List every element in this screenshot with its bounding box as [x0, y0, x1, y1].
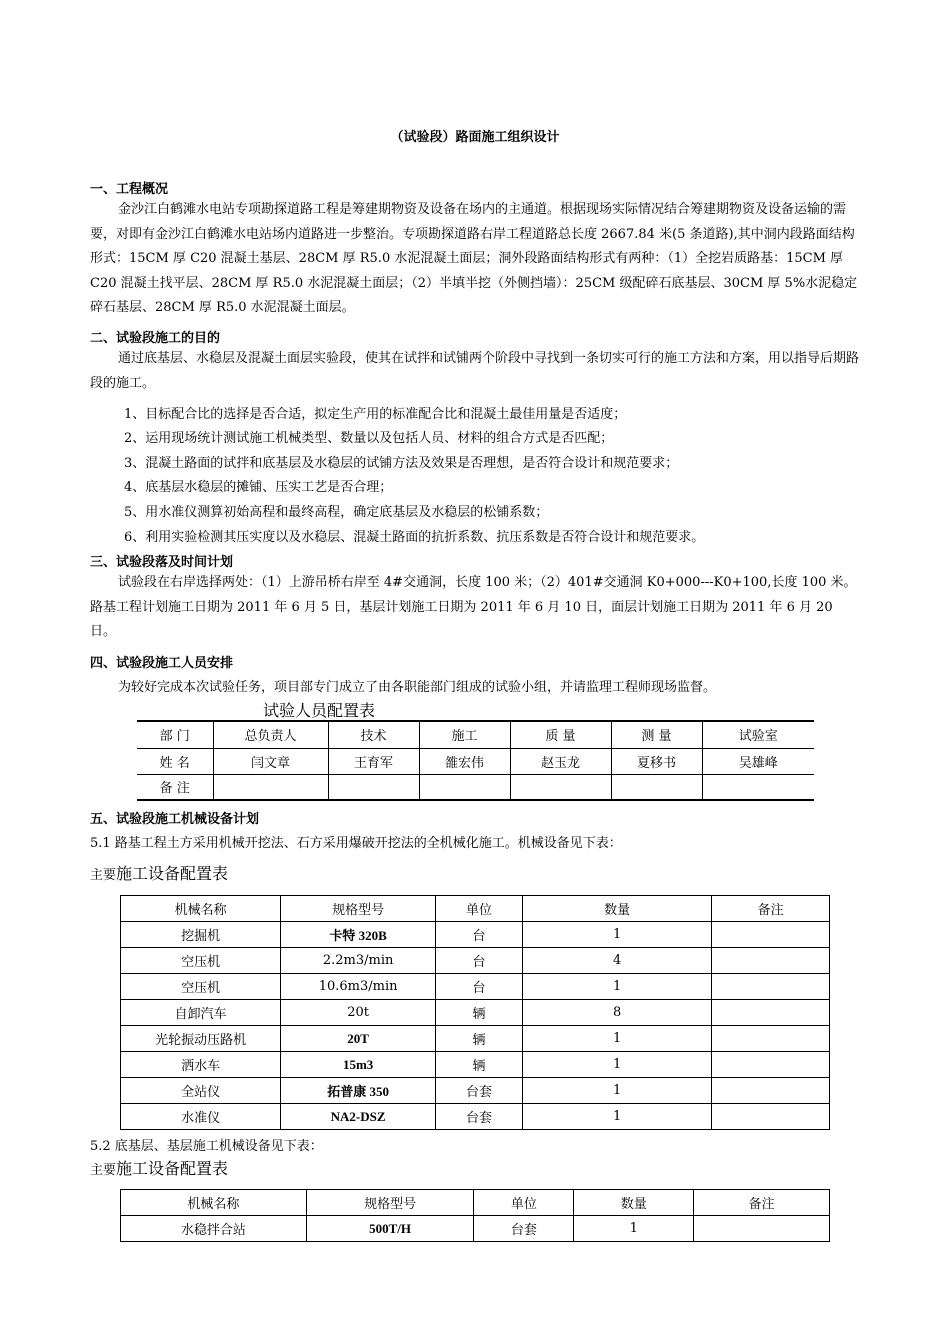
table-cell: 自卸汽车 — [121, 1000, 281, 1026]
table-cell: 姓 名 — [137, 748, 213, 774]
list-item: 4、底基层水稳层的摊铺、压实工艺是否合理； — [124, 480, 393, 495]
table-cell — [694, 1216, 830, 1242]
table-cell: 卡特 320B — [281, 922, 436, 948]
column-header: 机械名称 — [121, 896, 281, 922]
list-item: 2、运用现场统计测试施工机械类型、数量以及包括人员、材料的组合方式是否匹配； — [124, 431, 614, 446]
list-item: 5、用水准仪测算初始高程和最终高程，确定底基层及水稳层的松铺系数； — [124, 505, 549, 520]
table-cell: 辆 — [436, 1000, 523, 1026]
table-cell: 15m3 — [281, 1052, 436, 1078]
table-row — [137, 721, 814, 748]
table-header-row — [121, 1190, 830, 1216]
column-header: 单位 — [474, 1190, 574, 1216]
caption-main: 施工设备配置表 — [116, 864, 229, 883]
table-cell: 洒水车 — [121, 1052, 281, 1078]
table-cell: 20t — [281, 1000, 436, 1026]
table-cell: 吴雄峰 — [702, 748, 814, 774]
table-cell: 10.6m3/min — [281, 974, 436, 1000]
table-cell: 王育军 — [328, 748, 419, 774]
column-header: 数量 — [574, 1190, 694, 1216]
table-cell: 备 注 — [137, 774, 213, 800]
equipment-table-2 — [120, 1189, 830, 1242]
table-cell: 1 — [523, 1104, 712, 1130]
table-cell — [213, 774, 328, 800]
table-cell — [712, 1052, 830, 1078]
table-cell — [712, 1078, 830, 1104]
table-cell: 技术 — [328, 721, 419, 748]
caption-main: 施工设备配置表 — [116, 1159, 229, 1178]
table-cell — [419, 774, 510, 800]
caption-prefix: 主要 — [90, 1163, 117, 1178]
table-row — [121, 922, 830, 948]
table-row — [121, 1026, 830, 1052]
table-cell: 1 — [523, 1078, 712, 1104]
section-3-heading: 三、试验段落及时间计划 — [90, 555, 234, 570]
section-4-paragraph: 为较好完成本次试验任务，项目部专门成立了由各职能部门组成的试验小组，并请监理工程师现场监督。 — [118, 680, 717, 695]
section-1-paragraph: 金沙江白鹤滩水电站专项勘探道路工程是筹建期物资及设备在场内的主通道。根据现场实际情况结合筹建期物资及设备运输的需要，对即有金沙江白鹤滩水电站场内道路进一步整治。专项勘探道路右岸工程道路总长度 2667.84 米(5 条道路),其中洞内段路面结构形式：15CM 厚 C20 混凝土基层、28CM 厚 R5.0 水泥混凝土面层；洞外段路面结构形式有两种：（1）全挖岩质路基：15CM 厚 C20 混凝土找平层、28CM 厚 R5.0 水泥混凝土面层；（2）半填半挖（外侧挡墙）：25CM 级配碎石底基层、30CM 厚 5%水泥稳定碎石基层、28CM 厚 R5.0 水泥混凝土面层。 — [90, 202, 858, 315]
table-cell — [712, 974, 830, 1000]
table-cell — [510, 774, 611, 800]
staff-table — [137, 720, 814, 801]
section-5-1-text: 5.1 路基工程土方采用机械开挖法、石方采用爆破开挖法的全机械化施工。机械设备见下表： — [90, 836, 622, 851]
table-cell: 部 门 — [137, 721, 213, 748]
table-cell: 夏移书 — [611, 748, 702, 774]
table-cell: 辆 — [436, 1052, 523, 1078]
table-cell — [712, 1104, 830, 1130]
table-cell: 台套 — [474, 1216, 574, 1242]
table-cell: 20T — [281, 1026, 436, 1052]
document-title: （试验段）路面施工组织设计 — [390, 130, 560, 145]
table-cell: 质 量 — [510, 721, 611, 748]
column-header: 规格型号 — [281, 896, 436, 922]
table-cell — [712, 948, 830, 974]
section-2-heading: 二、试验段施工的目的 — [90, 331, 221, 346]
column-header: 单位 — [436, 896, 523, 922]
table-cell: 台 — [436, 974, 523, 1000]
equipment-table-2-caption — [90, 1156, 228, 1179]
table-cell: 1 — [523, 974, 712, 1000]
table-cell: 8 — [523, 1000, 712, 1026]
section-1-heading: 一、工程概况 — [90, 182, 169, 197]
section-4-heading: 四、试验段施工人员安排 — [90, 656, 234, 671]
table-cell: 挖掘机 — [121, 922, 281, 948]
section-2-paragraph: 通过底基层、水稳层及混凝土面层实验段，使其在试拌和试铺两个阶段中寻找到一条切实可行的施工方法和方案，用以指导后期路段的施工。 — [90, 351, 860, 391]
table-cell: 闫文章 — [213, 748, 328, 774]
table-row — [121, 948, 830, 974]
table-cell — [712, 922, 830, 948]
table-cell: 1 — [523, 922, 712, 948]
table-cell: 雒宏伟 — [419, 748, 510, 774]
equipment-table-caption — [90, 861, 228, 884]
column-header: 备注 — [694, 1190, 830, 1216]
table-cell: 台 — [436, 948, 523, 974]
table-cell — [702, 774, 814, 800]
table-cell: 1 — [523, 1026, 712, 1052]
table-cell: 水准仪 — [121, 1104, 281, 1130]
list-item: 1、目标配合比的选择是否合适，拟定生产用的标准配合比和混凝土最佳用量是否适度； — [124, 407, 627, 422]
table-cell: NA2-DSZ — [281, 1104, 436, 1130]
table-cell: 空压机 — [121, 974, 281, 1000]
table-cell — [611, 774, 702, 800]
table-cell: 空压机 — [121, 948, 281, 974]
table-cell — [712, 1000, 830, 1026]
table-row — [121, 974, 830, 1000]
list-item: 3、混凝土路面的试拌和底基层及水稳层的试铺方法及效果是否理想，是否符合设计和规范要求； — [124, 456, 679, 471]
table-cell: 台套 — [436, 1104, 523, 1130]
table-cell: 水稳拌合站 — [121, 1216, 307, 1242]
table-cell: 光轮振动压路机 — [121, 1026, 281, 1052]
section-3-paragraph: 试验段在右岸选择两处：（1）上游吊桥右岸至 4#交通洞，长度 100 米；（2）401#交通洞 K0+000---K0+100,长度 100 米。路基工程计划施工日期为 2011 年 6 月 5 日，基层计划施工日期为 2011 年 6 月 10 日，面层计划施工日期为 2011 年 6 月 20 日。 — [90, 575, 857, 639]
column-header: 数量 — [523, 896, 712, 922]
section-5-heading: 五、试验段施工机械设备计划 — [90, 812, 260, 827]
table-cell: 1 — [523, 1052, 712, 1078]
table-cell — [712, 1026, 830, 1052]
table-cell: 台 — [436, 922, 523, 948]
column-header: 机械名称 — [121, 1190, 307, 1216]
table-cell — [328, 774, 419, 800]
table-row — [121, 1000, 830, 1026]
equipment-table-1 — [120, 895, 830, 1130]
table-cell: 测 量 — [611, 721, 702, 748]
table-cell: 辆 — [436, 1026, 523, 1052]
table-cell: 台套 — [436, 1078, 523, 1104]
caption-prefix: 主要 — [90, 868, 117, 883]
table-row — [121, 1216, 830, 1242]
table-cell: 总负责人 — [213, 721, 328, 748]
column-header: 备注 — [712, 896, 830, 922]
table-cell: 拓普康 350 — [281, 1078, 436, 1104]
table-row — [121, 1078, 830, 1104]
table-row — [137, 748, 814, 774]
table-header-row — [121, 896, 830, 922]
table-cell: 4 — [523, 948, 712, 974]
list-item: 6、利用实验检测其压实度以及水稳层、混凝土路面的抗折系数、抗压系数是否符合设计和规范要求。 — [124, 530, 705, 545]
table-cell: 2.2m3/min — [281, 948, 436, 974]
table-row — [137, 774, 814, 800]
table-row — [121, 1104, 830, 1130]
table-cell: 施工 — [419, 721, 510, 748]
table-cell: 赵玉龙 — [510, 748, 611, 774]
staff-table-caption: 试验人员配置表 — [263, 701, 376, 720]
table-row — [121, 1052, 830, 1078]
table-cell: 1 — [574, 1216, 694, 1242]
table-cell: 500T/H — [306, 1216, 474, 1242]
column-header: 规格型号 — [306, 1190, 474, 1216]
section-5-2-text: 5.2 底基层、基层施工机械设备见下表： — [90, 1139, 323, 1154]
table-cell: 试验室 — [702, 721, 814, 748]
table-cell: 全站仪 — [121, 1078, 281, 1104]
